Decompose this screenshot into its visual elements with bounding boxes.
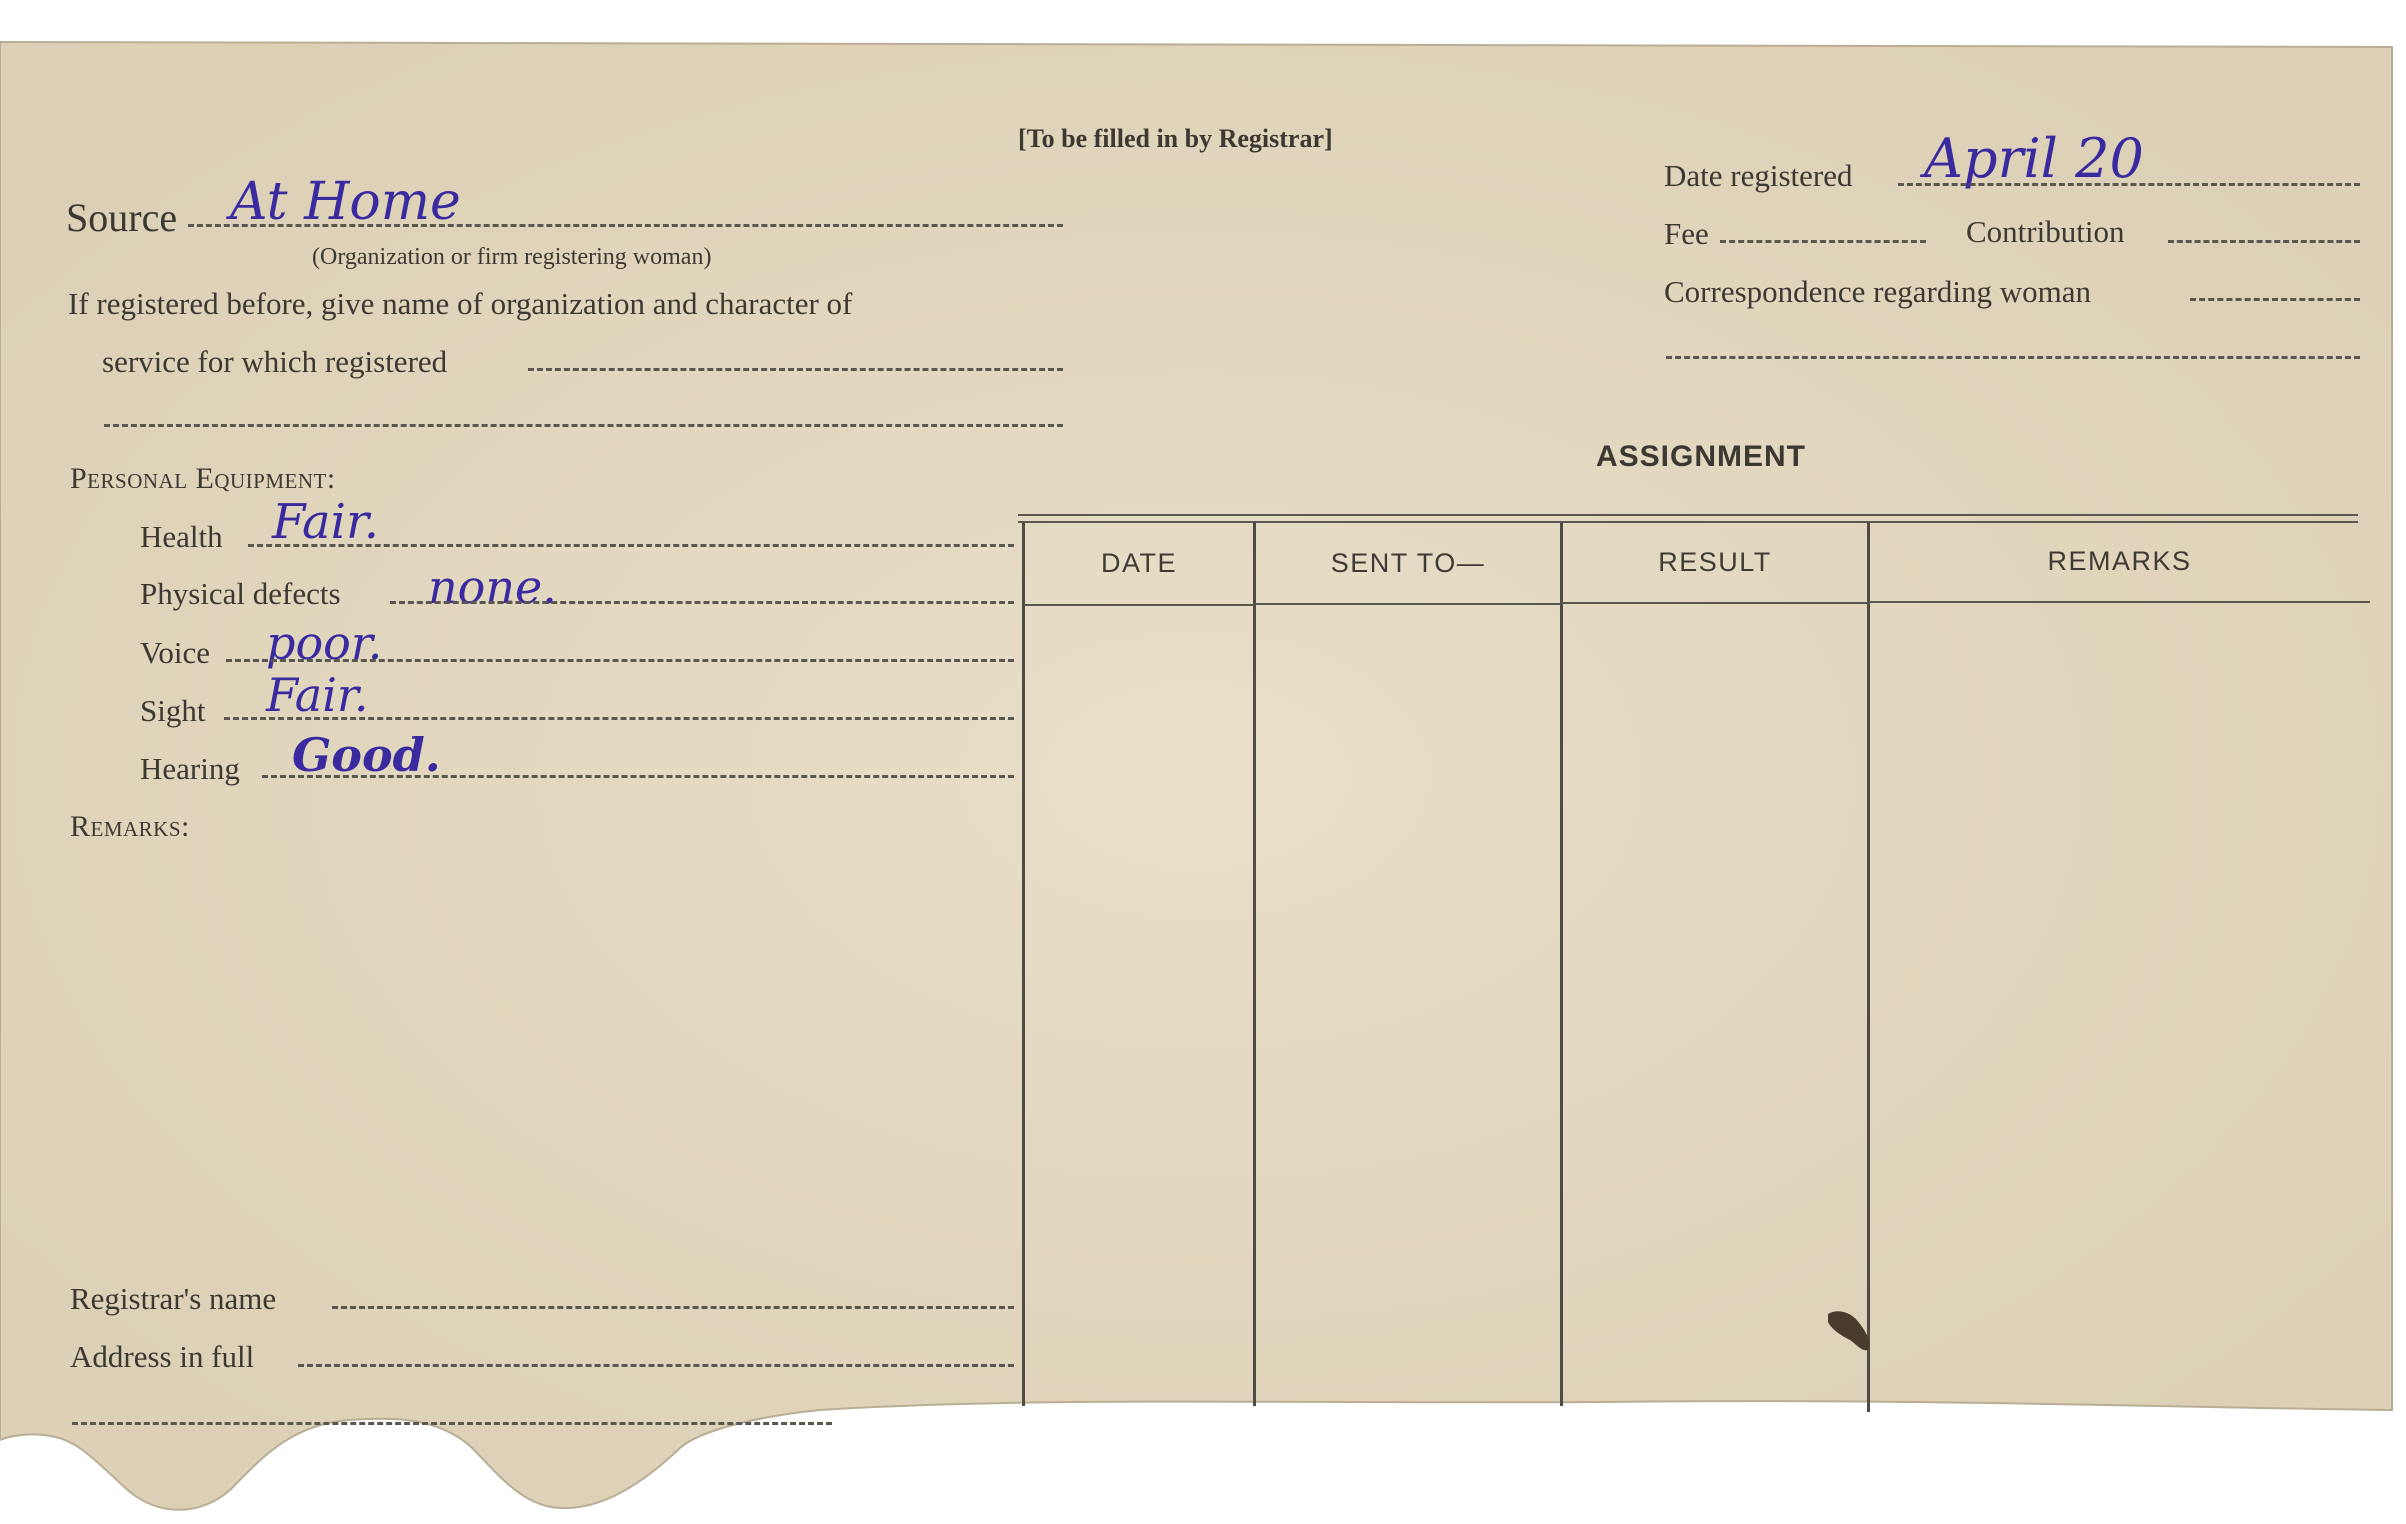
date-registered-value: April 20 — [1924, 127, 2144, 190]
voice-value: poor. — [266, 616, 383, 670]
column-divider-2 — [1560, 522, 1563, 1406]
header-rule-sent — [1255, 603, 1561, 605]
voice-line — [226, 659, 1014, 662]
previous-registration-line — [528, 368, 1063, 371]
personal-equipment-heading: Personal Equipment: — [70, 462, 336, 495]
fee-label: Fee — [1664, 216, 1709, 251]
sight-label: Sight — [140, 693, 206, 728]
physical-defects-label: Physical defects — [140, 576, 341, 611]
previous-registration-extra-line — [104, 424, 1063, 427]
date-registered-label: Date registered — [1664, 158, 1853, 193]
health-label: Health — [140, 519, 223, 554]
voice-label: Voice — [140, 635, 211, 670]
column-divider-left — [1022, 522, 1025, 1406]
registrar-name-label: Registrar's name — [70, 1281, 277, 1316]
ink-blot-mark — [1822, 1306, 1882, 1356]
hearing-value: Good. — [292, 728, 441, 782]
date-registered-line — [1898, 183, 2360, 186]
column-header-remarks: REMARKS — [2047, 546, 2192, 576]
sight-value: Fair. — [266, 668, 369, 722]
header-rule-date — [1024, 604, 1254, 606]
physical-defects-line — [390, 601, 1014, 604]
source-label: Source — [66, 195, 178, 240]
previous-registration-line1: If registered before, give name of organization and character of — [68, 286, 853, 321]
contribution-line — [2168, 240, 2360, 243]
column-divider-3 — [1867, 522, 1870, 1412]
contribution-label: Contribution — [1966, 214, 2125, 249]
sight-line — [224, 717, 1014, 720]
header-rule-result — [1562, 602, 1868, 604]
fee-line — [1720, 240, 1926, 243]
column-header-result: RESULT — [1658, 547, 1772, 577]
physical-defects-value: none. — [428, 560, 557, 614]
hearing-label: Hearing — [140, 751, 240, 786]
column-divider-1 — [1253, 522, 1256, 1406]
registrar-note: [To be filled in by Registrar] — [1018, 124, 1333, 153]
assignment-top-rule — [1018, 514, 2358, 516]
source-line — [188, 224, 1063, 227]
assignment-title: ASSIGNMENT — [1596, 440, 1807, 473]
correspondence-label: Correspondence regarding woman — [1664, 274, 2091, 309]
address-extra-line — [72, 1422, 832, 1425]
address-line — [298, 1364, 1014, 1367]
correspondence-extra-line — [1666, 356, 2360, 359]
assignment-top-rule-2 — [1018, 521, 2358, 523]
column-header-sent-to: SENT TO— — [1330, 548, 1486, 578]
remarks-heading: Remarks: — [70, 810, 190, 843]
health-line — [248, 544, 1014, 547]
correspondence-line — [2190, 298, 2360, 301]
address-label: Address in full — [70, 1339, 255, 1374]
registrar-name-line — [332, 1306, 1014, 1309]
column-header-date: DATE — [1100, 548, 1177, 578]
source-value: At Home — [230, 172, 461, 232]
source-caption: (Organization or firm registering woman) — [312, 244, 712, 270]
health-value: Fair. — [272, 494, 379, 550]
hearing-line — [262, 775, 1014, 778]
header-rule-remarks — [1869, 601, 2370, 603]
previous-registration-line2: service for which registered — [102, 344, 448, 379]
